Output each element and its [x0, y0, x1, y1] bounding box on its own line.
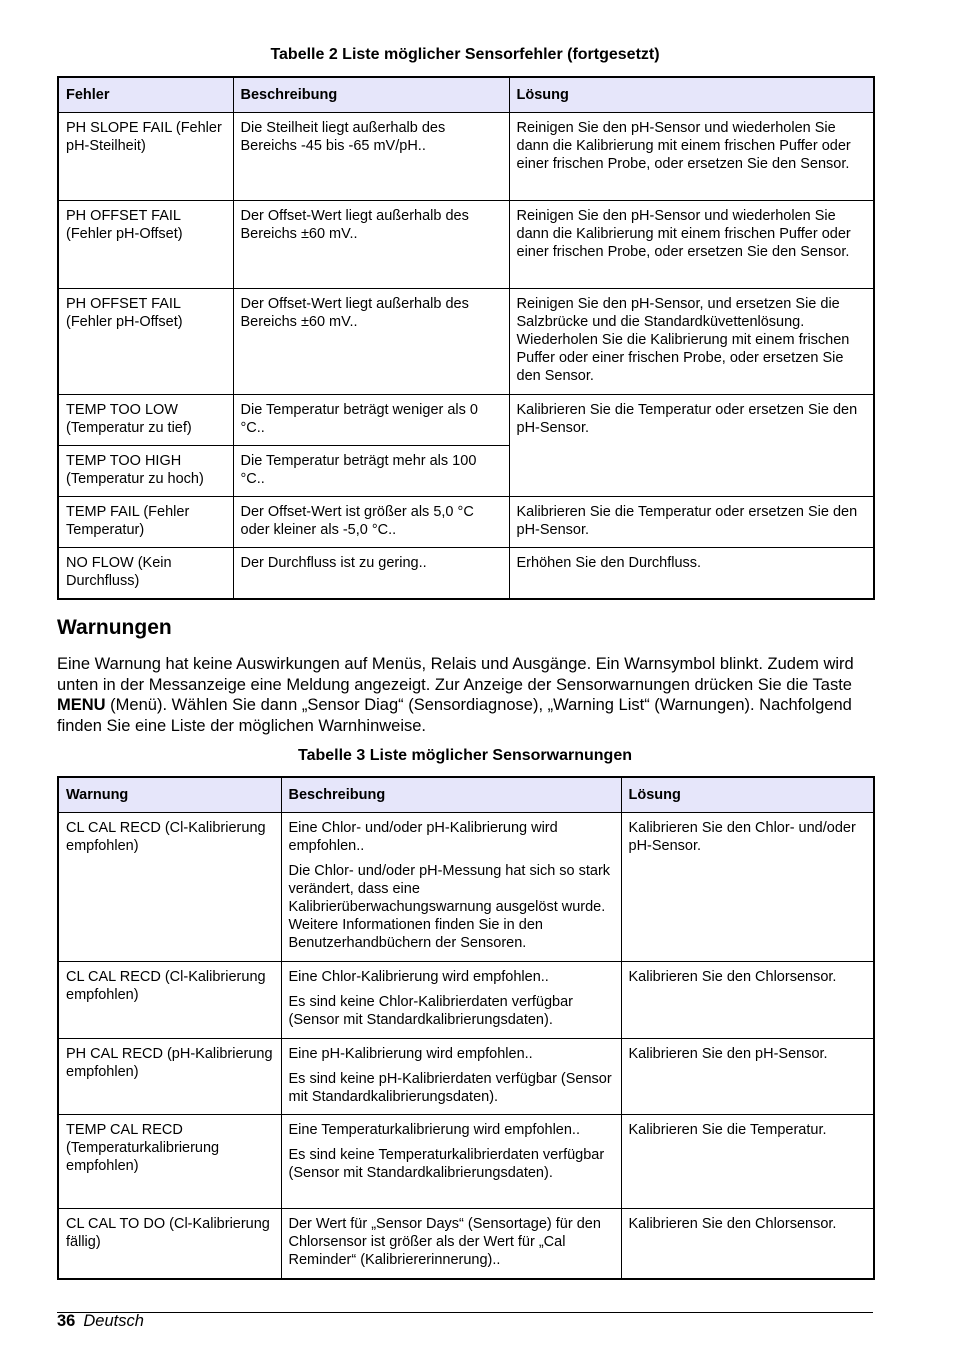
description-cell: [281, 1209, 621, 1279]
table-header-row: [58, 777, 874, 813]
description-paragraph: Der Wert für „Sensor Days“ (Sensortage) für den Chlorsensor ist größer als der Wert für „Cal Reminder“ (Kalibriererinnerung)..: [288, 1216, 601, 1268]
description-cell: [281, 813, 621, 962]
description-paragraph: Eine pH-Kalibrierung wird empfohlen..: [288, 1046, 533, 1062]
table-row: [58, 548, 874, 599]
description-paragraph: Es sind keine pH-Kalibrierdaten verfügbar (Sensor mit Standardkalibrierungsdaten).: [288, 1071, 612, 1105]
description-cell: Der Offset-Wert ist größer als 5,0 °C oder kleiner als -5,0 °C..: [233, 497, 509, 548]
solution-cell: Reinigen Sie den pH-Sensor und wiederholen Sie dann die Kalibrierung mit einem frischen Puffer oder einer frischen Probe, oder ersetzen Sie den Sensor.: [509, 113, 874, 201]
solution-cell: Reinigen Sie den pH-Sensor und wiederholen Sie dann die Kalibrierung mit einem frischen Puffer oder einer frischen Probe, oder ersetzen Sie den Sensor.: [509, 201, 874, 289]
description-paragraph: Es sind keine Chlor-Kalibrierdaten verfügbar (Sensor mit Standardkalibrierungsdaten).: [288, 994, 574, 1028]
table-row: [58, 395, 874, 446]
description-cell: Der Offset-Wert liegt außerhalb des Bereichs ±60 mV..: [233, 289, 509, 395]
table-row: [58, 201, 874, 289]
error-code-cell: TEMP TOO LOW (Temperatur zu tief): [58, 395, 233, 446]
solution-cell: Erhöhen Sie den Durchfluss.: [509, 548, 874, 599]
description-cell: [281, 1039, 621, 1115]
description-paragraph: Eine Temperaturkalibrierung wird empfohlen..: [288, 1122, 580, 1138]
column-header-loesung: Lösung: [509, 77, 874, 113]
intro-text-part2: (Menü). Wählen Sie dann „Sensor Diag“ (Sensordiagnose), „Warning List“ (Warnungen). Nachfolgend finden Sie eine Liste der möglichen Warnhinweise.: [57, 696, 852, 735]
description-paragraph: Eine Chlor- und/oder pH-Kalibrierung wird empfohlen..: [288, 820, 558, 854]
warning-code-cell: TEMP CAL RECD (Temperaturkalibrierung empfohlen): [58, 1115, 281, 1209]
column-header-warnung: Warnung: [58, 777, 281, 813]
solution-cell: Kalibrieren Sie den Chlorsensor.: [621, 962, 874, 1039]
page-footer: [57, 1312, 144, 1331]
description-cell: [281, 1115, 621, 1209]
intro-text-part1: Eine Warnung hat keine Auswirkungen auf Menüs, Relais und Ausgänge. Ein Warnsymbol blinkt. Zudem wird unten in der Messanzeige eine Meldung angezeigt. Zur Anzeige der Sensorwarnungen drücken Sie die Taste: [57, 655, 854, 694]
table2-caption: Tabelle 2 Liste möglicher Sensorfehler (fortgesetzt): [270, 46, 660, 63]
table-row: [58, 289, 874, 395]
warning-code-cell: CL CAL RECD (Cl-Kalibrierung empfohlen): [58, 962, 281, 1039]
warning-code-cell: CL CAL RECD (Cl-Kalibrierung empfohlen): [58, 813, 281, 962]
column-header-beschreibung: Beschreibung: [281, 777, 621, 813]
error-code-cell: PH OFFSET FAIL (Fehler pH-Offset): [58, 289, 233, 395]
table-row: [58, 497, 874, 548]
table-row: [58, 962, 874, 1039]
error-code-cell: PH OFFSET FAIL (Fehler pH-Offset): [58, 201, 233, 289]
error-code-cell: PH SLOPE FAIL (Fehler pH-Steilheit): [58, 113, 233, 201]
error-code-cell: NO FLOW (Kein Durchfluss): [58, 548, 233, 599]
section-heading-warnungen: Warnungen: [57, 616, 172, 639]
column-header-beschreibung: Beschreibung: [233, 77, 509, 113]
footer-language: Deutsch: [83, 1312, 144, 1330]
table-row: [58, 1115, 874, 1209]
warning-code-cell: PH CAL RECD (pH-Kalibrierung empfohlen): [58, 1039, 281, 1115]
description-cell: Die Temperatur beträgt mehr als 100 °C..: [233, 446, 509, 497]
column-header-fehler: Fehler: [58, 77, 233, 113]
error-code-cell: TEMP TOO HIGH (Temperatur zu hoch): [58, 446, 233, 497]
column-header-loesung: Lösung: [621, 777, 874, 813]
solution-cell: Kalibrieren Sie die Temperatur oder ersetzen Sie den pH-Sensor.: [509, 497, 874, 548]
footer-divider: [57, 1312, 873, 1313]
solution-cell: Kalibrieren Sie den Chlorsensor.: [621, 1209, 874, 1279]
section-intro-paragraph: [57, 654, 873, 736]
solution-cell: Kalibrieren Sie den Chlor- und/oder pH-Sensor.: [621, 813, 874, 962]
description-cell: Die Temperatur beträgt weniger als 0 °C..: [233, 395, 509, 446]
table-row: [58, 1039, 874, 1115]
description-paragraph: Eine Chlor-Kalibrierung wird empfohlen..: [288, 969, 549, 985]
table-row: [58, 113, 874, 201]
menu-key-label: MENU: [57, 696, 106, 714]
table3-caption: Tabelle 3 Liste möglicher Sensorwarnungen: [297, 747, 632, 764]
table-header-row: [58, 77, 874, 113]
table-row: [58, 813, 874, 962]
solution-cell: Kalibrieren Sie den pH-Sensor.: [621, 1039, 874, 1115]
sensor-warnings-table: [57, 776, 875, 1280]
warning-code-cell: CL CAL TO DO (Cl-Kalibrierung fällig): [58, 1209, 281, 1279]
table-row: [58, 1209, 874, 1279]
description-cell: Der Durchfluss ist zu gering..: [233, 548, 509, 599]
error-code-cell: TEMP FAIL (Fehler Temperatur): [58, 497, 233, 548]
description-cell: Der Offset-Wert liegt außerhalb des Bereichs ±60 mV..: [233, 201, 509, 289]
description-cell: [281, 962, 621, 1039]
sensor-errors-table: [57, 76, 875, 600]
description-paragraph: Die Chlor- und/oder pH-Messung hat sich so stark verändert, dass eine Kalibrierüberwachungswarnung ausgelöst wurde. Weitere Informationen finden Sie in den Benutzerhandbüchern der Sensoren.: [288, 863, 611, 951]
solution-cell: Kalibrieren Sie die Temperatur oder ersetzen Sie den pH-Sensor.: [509, 395, 874, 497]
description-paragraph: Es sind keine Temperaturkalibrierdaten verfügbar (Sensor mit Standardkalibrierungsdaten).: [288, 1147, 605, 1181]
page-number: 36: [57, 1312, 76, 1330]
solution-cell: Kalibrieren Sie die Temperatur.: [621, 1115, 874, 1209]
solution-cell: Reinigen Sie den pH-Sensor, und ersetzen Sie die Salzbrücke und die Standardküvettenlösung. Wiederholen Sie die Kalibrierung mit einem frischen Puffer oder einer frischen Probe, oder ersetzen Sie den Sensor.: [509, 289, 874, 395]
description-cell: Die Steilheit liegt außerhalb des Bereichs -45 bis -65 mV/pH..: [233, 113, 509, 201]
